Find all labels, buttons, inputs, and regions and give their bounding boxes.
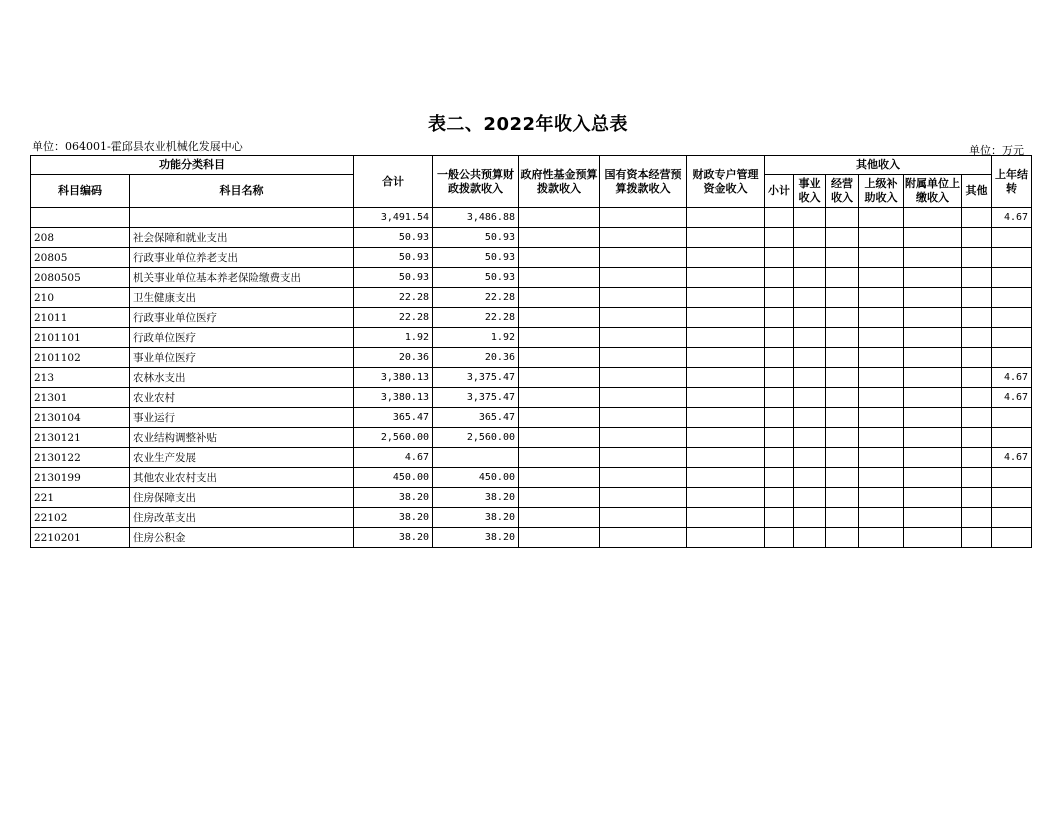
cell-carryover: 4.67 (992, 388, 1032, 408)
cell-fiscal-special (687, 528, 765, 548)
cell-name: 住房公积金 (130, 528, 354, 548)
cell-operating (826, 508, 859, 528)
cell-other (962, 368, 992, 388)
cell-name: 行政单位医疗 (130, 328, 354, 348)
cell-affiliate (904, 428, 962, 448)
cell-subtotal (765, 528, 794, 548)
table-row (31, 388, 1032, 408)
cell-code: 2080505 (31, 268, 130, 288)
cell-business (794, 408, 826, 428)
cell-total: 38.20 (354, 488, 433, 508)
cell-code: 2210201 (31, 528, 130, 548)
cell-gov-fund (519, 348, 600, 368)
cell-name: 机关事业单位基本养老保险缴费支出 (130, 268, 354, 288)
cell-other (962, 228, 992, 248)
cell-carryover (992, 428, 1032, 448)
cell-name: 农业生产发展 (130, 448, 354, 468)
cell-other (962, 308, 992, 328)
header-state-capital: 国有资本经营预算拨款收入 (600, 156, 687, 208)
cell-affiliate (904, 228, 962, 248)
cell-operating (826, 348, 859, 368)
header-carryover: 上年结转 (992, 156, 1032, 208)
cell-code: 208 (31, 228, 130, 248)
cell-operating (826, 248, 859, 268)
cell-affiliate (904, 388, 962, 408)
cell-fiscal-special (687, 208, 765, 228)
cell-general: 38.20 (433, 528, 519, 548)
cell-carryover (992, 468, 1032, 488)
cell-superior (859, 528, 904, 548)
cell-state-capital (600, 448, 687, 468)
cell-fiscal-special (687, 228, 765, 248)
table-row (31, 368, 1032, 388)
cell-business (794, 508, 826, 528)
cell-state-capital (600, 408, 687, 428)
cell-gov-fund (519, 288, 600, 308)
cell-total: 38.20 (354, 508, 433, 528)
cell-business (794, 368, 826, 388)
cell-total: 38.20 (354, 528, 433, 548)
cell-state-capital (600, 348, 687, 368)
cell-operating (826, 328, 859, 348)
cell-general: 365.47 (433, 408, 519, 428)
header-affiliate-remit: 附属单位上缴收入 (904, 175, 962, 208)
cell-business (794, 228, 826, 248)
cell-gov-fund (519, 248, 600, 268)
cell-fiscal-special (687, 488, 765, 508)
cell-total: 3,491.54 (354, 208, 433, 228)
cell-total: 3,380.13 (354, 368, 433, 388)
cell-superior (859, 248, 904, 268)
cell-operating (826, 528, 859, 548)
cell-state-capital (600, 308, 687, 328)
cell-carryover (992, 308, 1032, 328)
table-row (31, 508, 1032, 528)
cell-fiscal-special (687, 368, 765, 388)
cell-general: 2,560.00 (433, 428, 519, 448)
cell-state-capital (600, 328, 687, 348)
cell-total: 2,560.00 (354, 428, 433, 448)
cell-business (794, 388, 826, 408)
cell-total: 3,380.13 (354, 388, 433, 408)
cell-name: 住房保障支出 (130, 488, 354, 508)
cell-fiscal-special (687, 388, 765, 408)
cell-business (794, 448, 826, 468)
cell-operating (826, 228, 859, 248)
cell-general: 50.93 (433, 228, 519, 248)
cell-operating (826, 268, 859, 288)
table-row (31, 408, 1032, 428)
cell-carryover: 4.67 (992, 208, 1032, 228)
cell-other (962, 488, 992, 508)
cell-subtotal (765, 428, 794, 448)
header-function-category: 功能分类科目 (31, 156, 354, 175)
cell-fiscal-special (687, 508, 765, 528)
cell-operating (826, 388, 859, 408)
cell-state-capital (600, 248, 687, 268)
cell-carryover (992, 488, 1032, 508)
cell-affiliate (904, 248, 962, 268)
header-fiscal-special: 财政专户管理资金收入 (687, 156, 765, 208)
cell-subtotal (765, 288, 794, 308)
cell-general: 22.28 (433, 288, 519, 308)
cell-general: 450.00 (433, 468, 519, 488)
cell-subtotal (765, 468, 794, 488)
cell-superior (859, 488, 904, 508)
cell-business (794, 288, 826, 308)
header-code: 科目编码 (31, 175, 130, 208)
table-row (31, 448, 1032, 468)
cell-operating (826, 488, 859, 508)
cell-total: 22.28 (354, 288, 433, 308)
cell-superior (859, 208, 904, 228)
cell-affiliate (904, 408, 962, 428)
cell-affiliate (904, 528, 962, 548)
cell-state-capital (600, 288, 687, 308)
header-superior-subsidy: 上级补助收入 (859, 175, 904, 208)
table-row (31, 228, 1032, 248)
cell-subtotal (765, 328, 794, 348)
table-row (31, 208, 1032, 228)
cell-state-capital (600, 228, 687, 248)
cell-business (794, 248, 826, 268)
cell-affiliate (904, 268, 962, 288)
cell-name: 农林水支出 (130, 368, 354, 388)
cell-state-capital (600, 368, 687, 388)
table-row (31, 268, 1032, 288)
cell-operating (826, 448, 859, 468)
cell-total: 1.92 (354, 328, 433, 348)
cell-carryover (992, 528, 1032, 548)
cell-business (794, 328, 826, 348)
cell-gov-fund (519, 528, 600, 548)
cell-other (962, 468, 992, 488)
cell-carryover (992, 508, 1032, 528)
cell-total: 22.28 (354, 308, 433, 328)
cell-name: 农业农村 (130, 388, 354, 408)
cell-fiscal-special (687, 308, 765, 328)
cell-fiscal-special (687, 268, 765, 288)
cell-other (962, 508, 992, 528)
cell-affiliate (904, 328, 962, 348)
cell-operating (826, 308, 859, 328)
cell-superior (859, 328, 904, 348)
table-body (31, 208, 1032, 548)
cell-general: 50.93 (433, 248, 519, 268)
cell-affiliate (904, 208, 962, 228)
cell-business (794, 208, 826, 228)
cell-business (794, 268, 826, 288)
cell-code: 2101102 (31, 348, 130, 368)
cell-name: 住房改革支出 (130, 508, 354, 528)
cell-other (962, 428, 992, 448)
cell-subtotal (765, 228, 794, 248)
cell-state-capital (600, 428, 687, 448)
cell-general: 3,375.47 (433, 388, 519, 408)
cell-subtotal (765, 308, 794, 328)
table-row (31, 308, 1032, 328)
cell-affiliate (904, 308, 962, 328)
cell-gov-fund (519, 428, 600, 448)
cell-carryover (992, 228, 1032, 248)
cell-state-capital (600, 468, 687, 488)
cell-other (962, 328, 992, 348)
cell-code: 21011 (31, 308, 130, 328)
cell-superior (859, 288, 904, 308)
page-title: 表二、2022年收入总表 (427, 114, 629, 135)
cell-state-capital (600, 488, 687, 508)
cell-code: 2130121 (31, 428, 130, 448)
header-subtotal: 小计 (765, 175, 794, 208)
cell-gov-fund (519, 408, 600, 428)
cell-superior (859, 388, 904, 408)
cell-total: 450.00 (354, 468, 433, 488)
cell-fiscal-special (687, 288, 765, 308)
cell-carryover (992, 408, 1032, 428)
header-business-income: 事业收入 (794, 175, 826, 208)
header-name: 科目名称 (130, 175, 354, 208)
cell-gov-fund (519, 388, 600, 408)
cell-other (962, 248, 992, 268)
cell-name: 行政事业单位医疗 (130, 308, 354, 328)
cell-superior (859, 508, 904, 528)
cell-name: 事业单位医疗 (130, 348, 354, 368)
cell-fiscal-special (687, 328, 765, 348)
cell-code: 21301 (31, 388, 130, 408)
header-operating-income: 经营收入 (826, 175, 859, 208)
cell-business (794, 488, 826, 508)
cell-state-capital (600, 268, 687, 288)
cell-code: 22102 (31, 508, 130, 528)
cell-gov-fund (519, 228, 600, 248)
table-row (31, 248, 1032, 268)
cell-other (962, 388, 992, 408)
cell-affiliate (904, 508, 962, 528)
cell-operating (826, 368, 859, 388)
cell-gov-fund (519, 308, 600, 328)
cell-fiscal-special (687, 348, 765, 368)
cell-superior (859, 348, 904, 368)
header-total: 合计 (354, 156, 433, 208)
cell-name (130, 208, 354, 228)
table-row (31, 288, 1032, 308)
table-row (31, 328, 1032, 348)
cell-fiscal-special (687, 408, 765, 428)
cell-code: 20805 (31, 248, 130, 268)
cell-total: 20.36 (354, 348, 433, 368)
cell-business (794, 528, 826, 548)
cell-name: 农业结构调整补贴 (130, 428, 354, 448)
cell-fiscal-special (687, 448, 765, 468)
cell-state-capital (600, 528, 687, 548)
cell-subtotal (765, 408, 794, 428)
cell-name: 其他农业农村支出 (130, 468, 354, 488)
cell-carryover (992, 328, 1032, 348)
header-other-income: 其他收入 (765, 156, 992, 175)
header-gov-fund: 政府性基金预算拨款收入 (519, 156, 600, 208)
cell-carryover: 4.67 (992, 368, 1032, 388)
cell-business (794, 428, 826, 448)
cell-general: 22.28 (433, 308, 519, 328)
cell-carryover (992, 288, 1032, 308)
cell-subtotal (765, 268, 794, 288)
cell-other (962, 288, 992, 308)
cell-name: 事业运行 (130, 408, 354, 428)
cell-state-capital (600, 208, 687, 228)
cell-operating (826, 408, 859, 428)
cell-superior (859, 308, 904, 328)
table-row (31, 528, 1032, 548)
cell-gov-fund (519, 508, 600, 528)
cell-general: 3,486.88 (433, 208, 519, 228)
cell-code (31, 208, 130, 228)
table-row (31, 428, 1032, 448)
table-row (31, 488, 1032, 508)
cell-name: 行政事业单位养老支出 (130, 248, 354, 268)
cell-code: 221 (31, 488, 130, 508)
cell-superior (859, 428, 904, 448)
cell-total: 365.47 (354, 408, 433, 428)
cell-other (962, 268, 992, 288)
cell-gov-fund (519, 208, 600, 228)
cell-affiliate (904, 288, 962, 308)
table-row (31, 348, 1032, 368)
cell-subtotal (765, 368, 794, 388)
cell-superior (859, 368, 904, 388)
cell-operating (826, 208, 859, 228)
cell-total: 50.93 (354, 248, 433, 268)
cell-affiliate (904, 468, 962, 488)
cell-operating (826, 468, 859, 488)
cell-state-capital (600, 388, 687, 408)
cell-carryover (992, 268, 1032, 288)
cell-superior (859, 228, 904, 248)
cell-superior (859, 448, 904, 468)
cell-general: 1.92 (433, 328, 519, 348)
cell-code: 2130122 (31, 448, 130, 468)
cell-subtotal (765, 488, 794, 508)
cell-affiliate (904, 348, 962, 368)
cell-subtotal (765, 208, 794, 228)
cell-subtotal (765, 348, 794, 368)
cell-business (794, 308, 826, 328)
cell-general: 3,375.47 (433, 368, 519, 388)
cell-subtotal (765, 388, 794, 408)
cell-state-capital (600, 508, 687, 528)
cell-operating (826, 428, 859, 448)
cell-other (962, 528, 992, 548)
unit-label-org: 单位：064001-霍邱县农业机械化发展中心 (32, 140, 243, 153)
income-summary-table (30, 155, 1032, 548)
cell-total: 50.93 (354, 268, 433, 288)
cell-general: 50.93 (433, 268, 519, 288)
cell-gov-fund (519, 468, 600, 488)
cell-affiliate (904, 368, 962, 388)
cell-gov-fund (519, 368, 600, 388)
cell-carryover: 4.67 (992, 448, 1032, 468)
cell-name: 社会保障和就业支出 (130, 228, 354, 248)
cell-business (794, 468, 826, 488)
table-row (31, 468, 1032, 488)
cell-general: 38.20 (433, 488, 519, 508)
cell-gov-fund (519, 268, 600, 288)
cell-fiscal-special (687, 248, 765, 268)
cell-gov-fund (519, 328, 600, 348)
cell-name: 卫生健康支出 (130, 288, 354, 308)
cell-code: 213 (31, 368, 130, 388)
cell-subtotal (765, 508, 794, 528)
cell-other (962, 408, 992, 428)
cell-general (433, 448, 519, 468)
cell-carryover (992, 248, 1032, 268)
header-general-budget: 一般公共预算财政拨款收入 (433, 156, 519, 208)
cell-code: 210 (31, 288, 130, 308)
cell-code: 2101101 (31, 328, 130, 348)
cell-other (962, 348, 992, 368)
cell-other (962, 448, 992, 468)
unit-label-currency: 单位：万元 (969, 144, 1024, 157)
cell-general: 20.36 (433, 348, 519, 368)
cell-carryover (992, 348, 1032, 368)
cell-code: 2130199 (31, 468, 130, 488)
cell-gov-fund (519, 488, 600, 508)
cell-superior (859, 468, 904, 488)
cell-code: 2130104 (31, 408, 130, 428)
cell-affiliate (904, 488, 962, 508)
cell-operating (826, 288, 859, 308)
cell-general: 38.20 (433, 508, 519, 528)
cell-subtotal (765, 448, 794, 468)
cell-fiscal-special (687, 428, 765, 448)
cell-business (794, 348, 826, 368)
cell-total: 50.93 (354, 228, 433, 248)
header-other: 其他 (962, 175, 992, 208)
cell-affiliate (904, 448, 962, 468)
cell-other (962, 208, 992, 228)
cell-fiscal-special (687, 468, 765, 488)
cell-gov-fund (519, 448, 600, 468)
cell-total: 4.67 (354, 448, 433, 468)
cell-superior (859, 408, 904, 428)
cell-subtotal (765, 248, 794, 268)
cell-superior (859, 268, 904, 288)
